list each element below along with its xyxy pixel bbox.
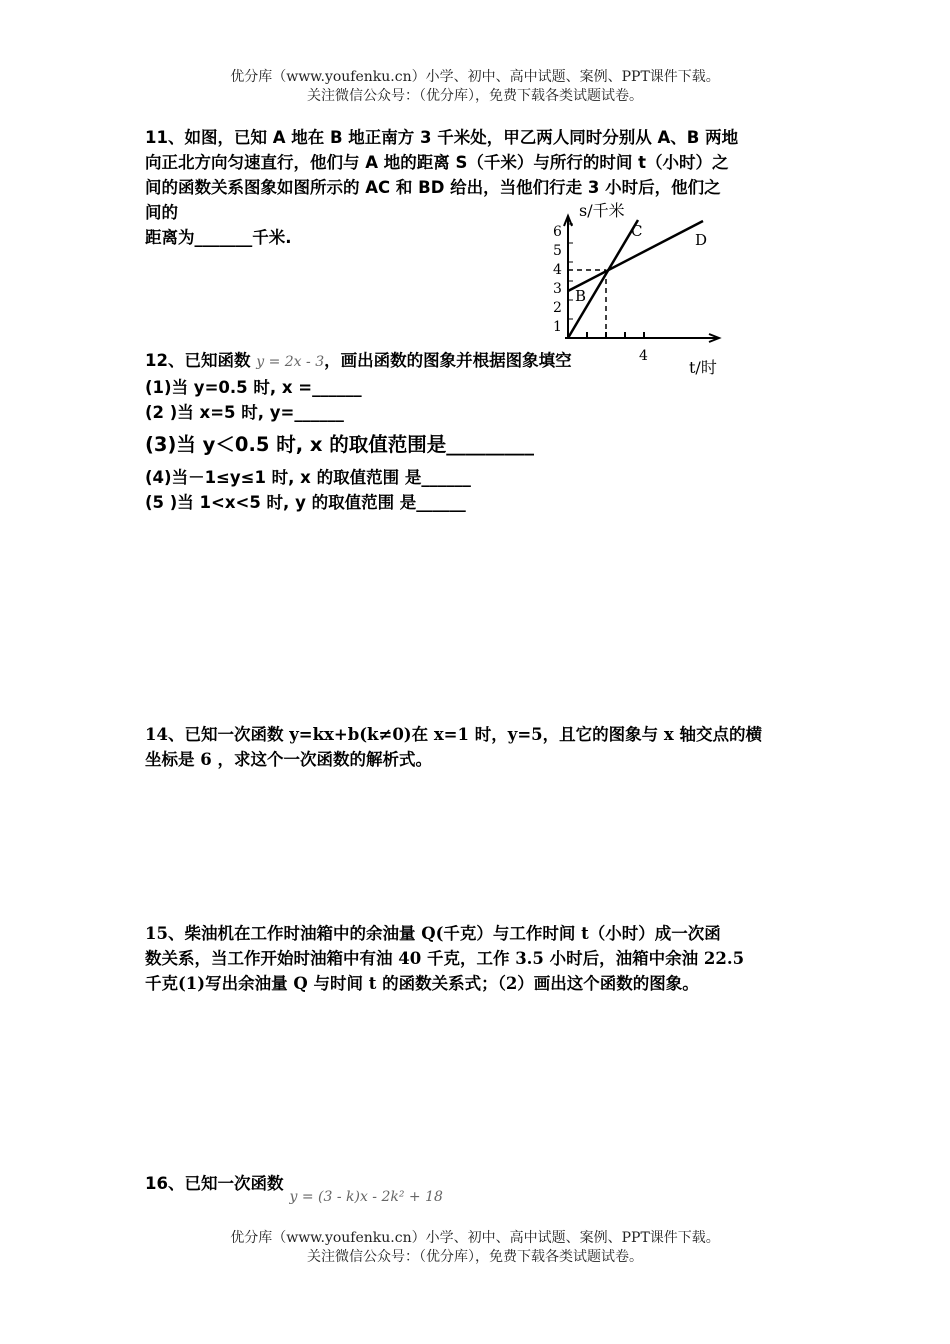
question-12 xyxy=(145,348,572,515)
x-tick-4: 4 xyxy=(639,348,648,364)
label-d: D xyxy=(695,231,708,249)
y-tick-5: 5 xyxy=(553,243,562,259)
y-tick-3: 3 xyxy=(553,281,562,297)
q11-line-2: 向正北方向匀速直行，他们与 A 地的距离 S（千米）与所行的时间 t（小时）之 xyxy=(145,153,729,172)
question-15 xyxy=(145,921,744,996)
header-line-1: 优分库（www.youfenku.cn）小学、初中、高中试题、案例、PPT课件下载。 xyxy=(230,69,720,85)
line-ac xyxy=(568,220,638,338)
label-b: B xyxy=(575,287,587,305)
q12-part-5: (5 )当 1<x<5 时, y 的取值范围 是______ xyxy=(145,493,466,512)
q12-prefix: 12、已知函数 xyxy=(145,351,257,370)
y-tick-2: 2 xyxy=(553,300,562,316)
q16-formula: y = (3 - k)x - 2k² + 18 xyxy=(289,1189,443,1205)
page-header xyxy=(0,68,950,106)
q12-title xyxy=(145,348,572,375)
q15-line-2: 数关系，当工作开始时油箱中有油 40 千克，工作 3.5 小时后，油箱中余油 22.5 xyxy=(145,949,745,968)
q12-part-2: (2 )当 x=5 时, y=______ xyxy=(145,403,344,422)
footer-line-2: 关注微信公众号：（优分库），免费下载各类试题试卷。 xyxy=(307,1249,643,1265)
q15-line-3: 千克(1)写出余油量 Q 与时间 t 的函数关系式；（2）画出这个函数的图象。 xyxy=(145,974,699,993)
label-c: C xyxy=(631,222,643,240)
y-tick-6: 6 xyxy=(553,224,562,240)
q16-line xyxy=(145,1171,443,1205)
q12-part-3: (3)当 y＜0.5 时, x 的取值范围是_________ xyxy=(145,433,535,456)
q11-line-1: 11、如图，已知 A 地在 B 地正南方 3 千米处，甲乙两人同时分别从 A、B 两地 xyxy=(145,128,739,147)
q16-prefix: 16、已知一次函数 xyxy=(145,1174,284,1193)
q12-formula: y = 2x - 3 xyxy=(256,354,325,370)
q11-line-4: 间的 xyxy=(145,203,178,222)
footer-line-1: 优分库（www.youfenku.cn）小学、初中、高中试题、案例、PPT课件下载。 xyxy=(230,1230,720,1246)
q14-line-2: 坐标是 6 ，求这个一次函数的解析式。 xyxy=(145,750,432,769)
page-footer xyxy=(0,1229,950,1267)
y-axis-label: s/千米 xyxy=(579,201,625,220)
question-14 xyxy=(145,722,762,772)
x-axis-label: t/时 xyxy=(689,358,717,377)
q11-line-5: 距离为_______千米. xyxy=(145,228,292,247)
q11-line-3: 间的函数关系图象如图所示的 AC 和 BD 给出，当他们行走 3 小时后，他们之 xyxy=(145,178,721,197)
header-line-2: 关注微信公众号：（优分库），免费下载各类试题试卷。 xyxy=(307,88,643,104)
q14-line-1: 14、已知一次函数 y=kx+b(k≠0)在 x=1 时，y=5，且它的图象与 x 轴交点的横 xyxy=(145,725,762,744)
q12-suffix: ，画出函数的图象并根据图象填空 xyxy=(324,351,572,370)
y-tick-4: 4 xyxy=(553,262,562,278)
q12-part-4: (4)当－1≤y≤1 时, x 的取值范围 是______ xyxy=(145,468,471,487)
y-tick-1: 1 xyxy=(553,319,562,335)
q15-line-1: 15、柴油机在工作时油箱中的余油量 Q(千克）与工作时间 t（小时）成一次函 xyxy=(145,924,721,943)
question-16 xyxy=(145,1171,443,1205)
q12-part-1: (1)当 y=0.5 时, x =______ xyxy=(145,378,362,397)
